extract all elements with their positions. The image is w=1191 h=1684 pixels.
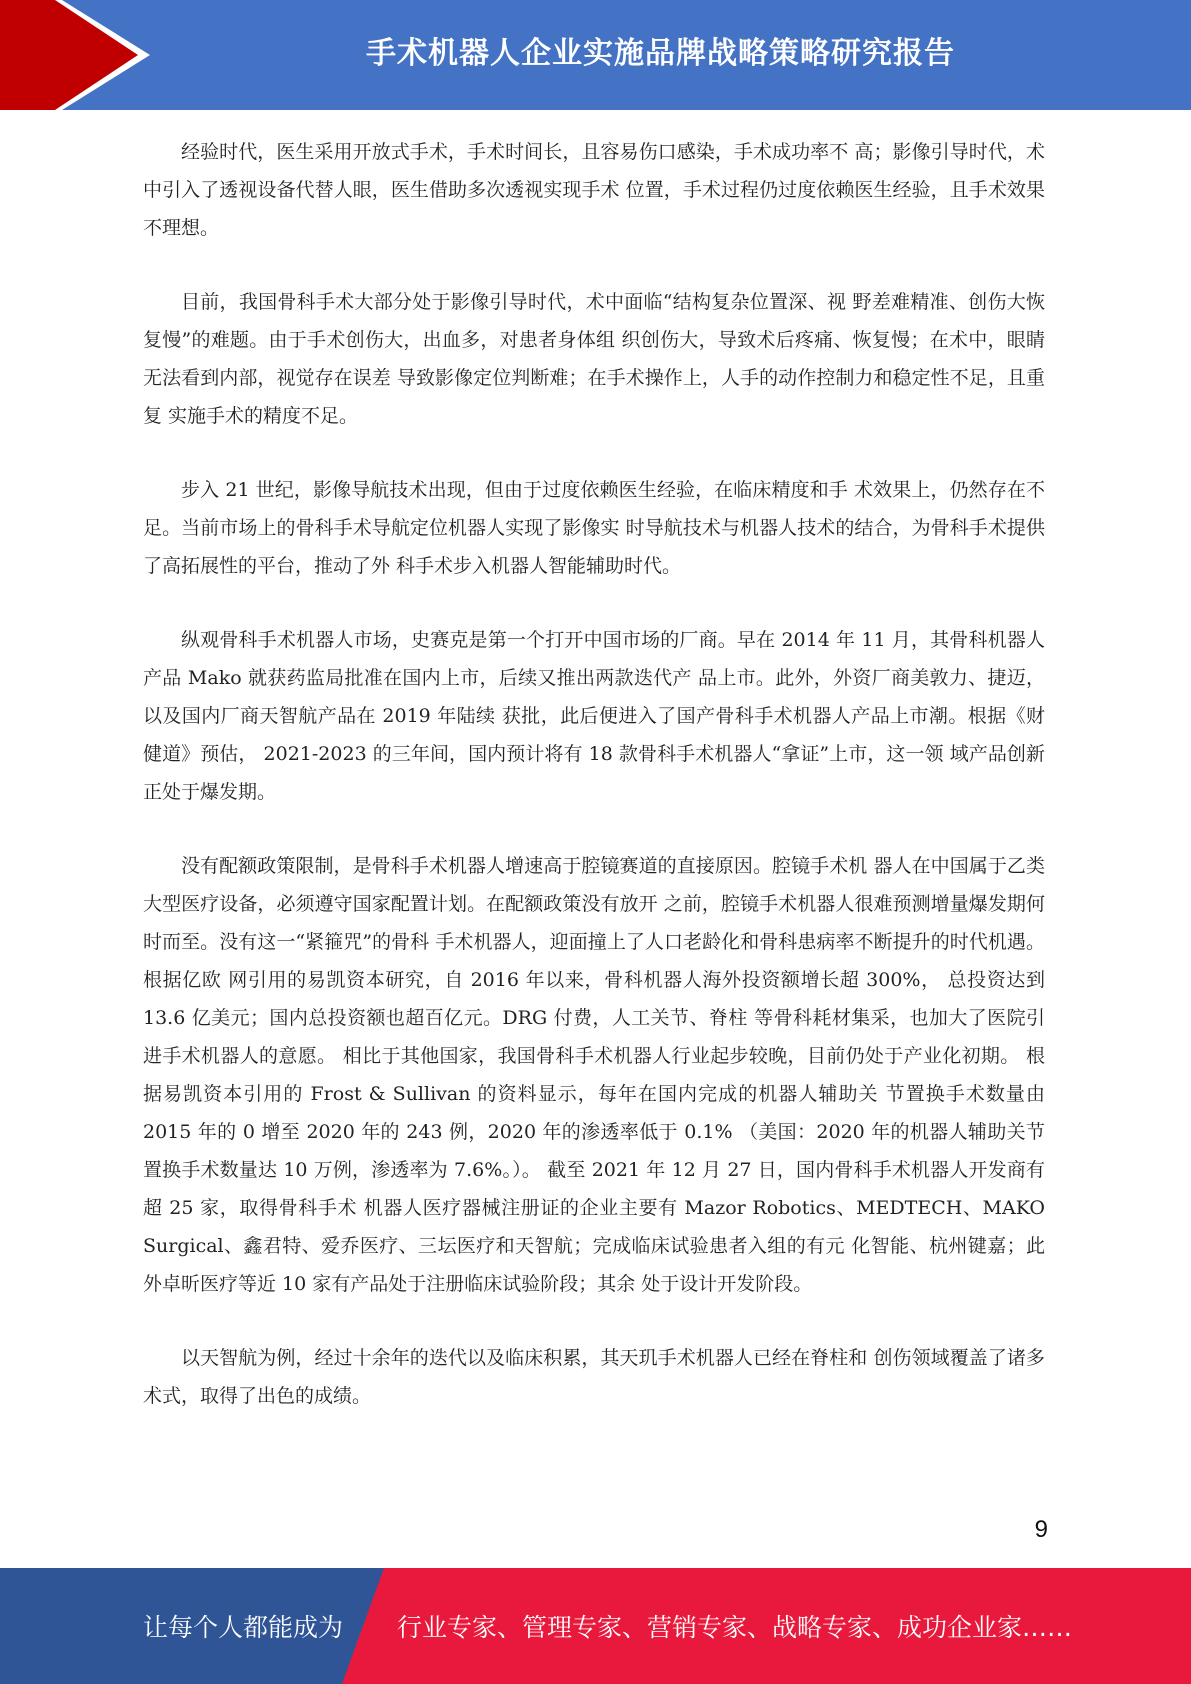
footer-slogan-left: 让每个人都能成为 [143, 1613, 344, 1642]
page-number: 9 [1034, 1516, 1048, 1543]
paragraph: 没有配额政策限制，是骨科手术机器人增速高于腔镜赛道的直接原因。腔镜手术机 器人在中国属于乙类大型医疗设备，必须遵守国家配置计划。在配额政策没有放开 之前，腔镜手术机器人很难预测增量爆发期何时而至。没有这一“紧箍咒”的骨科 手术机器人，迎面撞上了人口老龄化和骨科患病率不断提升的时代机遇。根据亿欧 网引用的易凯资本研究，自 2016 年以来，骨科机器人海外投资额增长超 300%， 总投资达到 13.6 亿美元；国内总投资额也超百亿元。DRG 付费，人工关节、脊柱 等骨科耗材集采，也加大了医院引进手术机器人的意愿。 相比于其他国家，我国骨科手术机器人行业起步较晚，目前仍处于产业化初期。 根 据易凯资本引用的 Frost & Sullivan 的资料显示，每年在国内完成的机器人辅助关 节置换手术数量由 2015 年的 0 增至 2020 年的 243 例，2020 年的渗透率低于 0.1% （美国：2020 年的机器人辅助关节置换手术数量达 10 万例，渗透率为 7.6%。）。 截至 2021 年 12 月 27 日，国内骨科手术机器人开发商有超 25 家，取得骨科手术 机器人医疗器械注册证的企业主要有 Mazor Robotics、MEDTECH、MAKO Surgical、鑫君特、爱乔医疗、三坛医疗和天智航；完成临床试验患者入组的有元 化智能、杭州键嘉；此外卓昕医疗等近 10 家有产品处于注册临床试验阶段；其余 处于设计开发阶段。 [143, 855, 1045, 1295]
paragraph: 纵观骨科手术机器人市场，史赛克是第一个打开中国市场的厂商。早在 2014 年 11 月，其骨科机器人产品 Mako 就获药监局批准在国内上市，后续又推出两款迭代产 品上市。此外，外资厂商美敦力、捷迈，以及国内厂商天智航产品在 2019 年陆续 获批，此后便进入了国产骨科手术机器人产品上市潮。根据《财健道》预估， 2021-2023 的三年间，国内预计将有 18 款骨科手术机器人“拿证”上市，这一领 域产品创新正处于爆发期。 [143, 629, 1045, 803]
page-title: 手术机器人企业实施品牌战略策略研究报告 [366, 36, 955, 71]
body-text [143, 133, 1045, 1451]
paragraph: 目前，我国骨科手术大部分处于影像引导时代，术中面临“结构复杂位置深、视 野差难精准、创伤大恢复慢”的难题。由于手术创伤大，出血多，对患者身体组 织创伤大，导致术后疼痛、恢复慢；在术中，眼睛无法看到内部，视觉存在误差 导致影像定位判断难；在手术操作上，人手的动作控制力和稳定性不足，且重复 实施手术的精度不足。 [143, 291, 1045, 427]
paragraph: 经验时代，医生采用开放式手术，手术时间长，且容易伤口感染，手术成功率不 高；影像引导时代，术中引入了透视设备代替人眼，医生借助多次透视实现手术 位置，手术过程仍过度依赖医生经验，且手术效果不理想。 [143, 141, 1045, 239]
footer-slogan-right: 行业专家、管理专家、营销专家、战略专家、成功企业家…… [397, 1613, 1073, 1642]
page-footer [0, 1568, 1191, 1684]
paragraph: 以天智航为例，经过十余年的迭代以及临床积累，其天玑手术机器人已经在脊柱和 创伤领域覆盖了诸多术式，取得了出色的成绩。 [143, 1347, 1045, 1407]
paragraph: 步入 21 世纪，影像导航技术出现，但由于过度依赖医生经验，在临床精度和手 术效果上，仍然存在不足。当前市场上的骨科手术导航定位机器人实现了影像实 时导航技术与机器人技术的结合，为骨科手术提供了高拓展性的平台，推动了外 科手术步入机器人智能辅助时代。 [143, 479, 1045, 577]
page-header [0, 0, 1191, 110]
